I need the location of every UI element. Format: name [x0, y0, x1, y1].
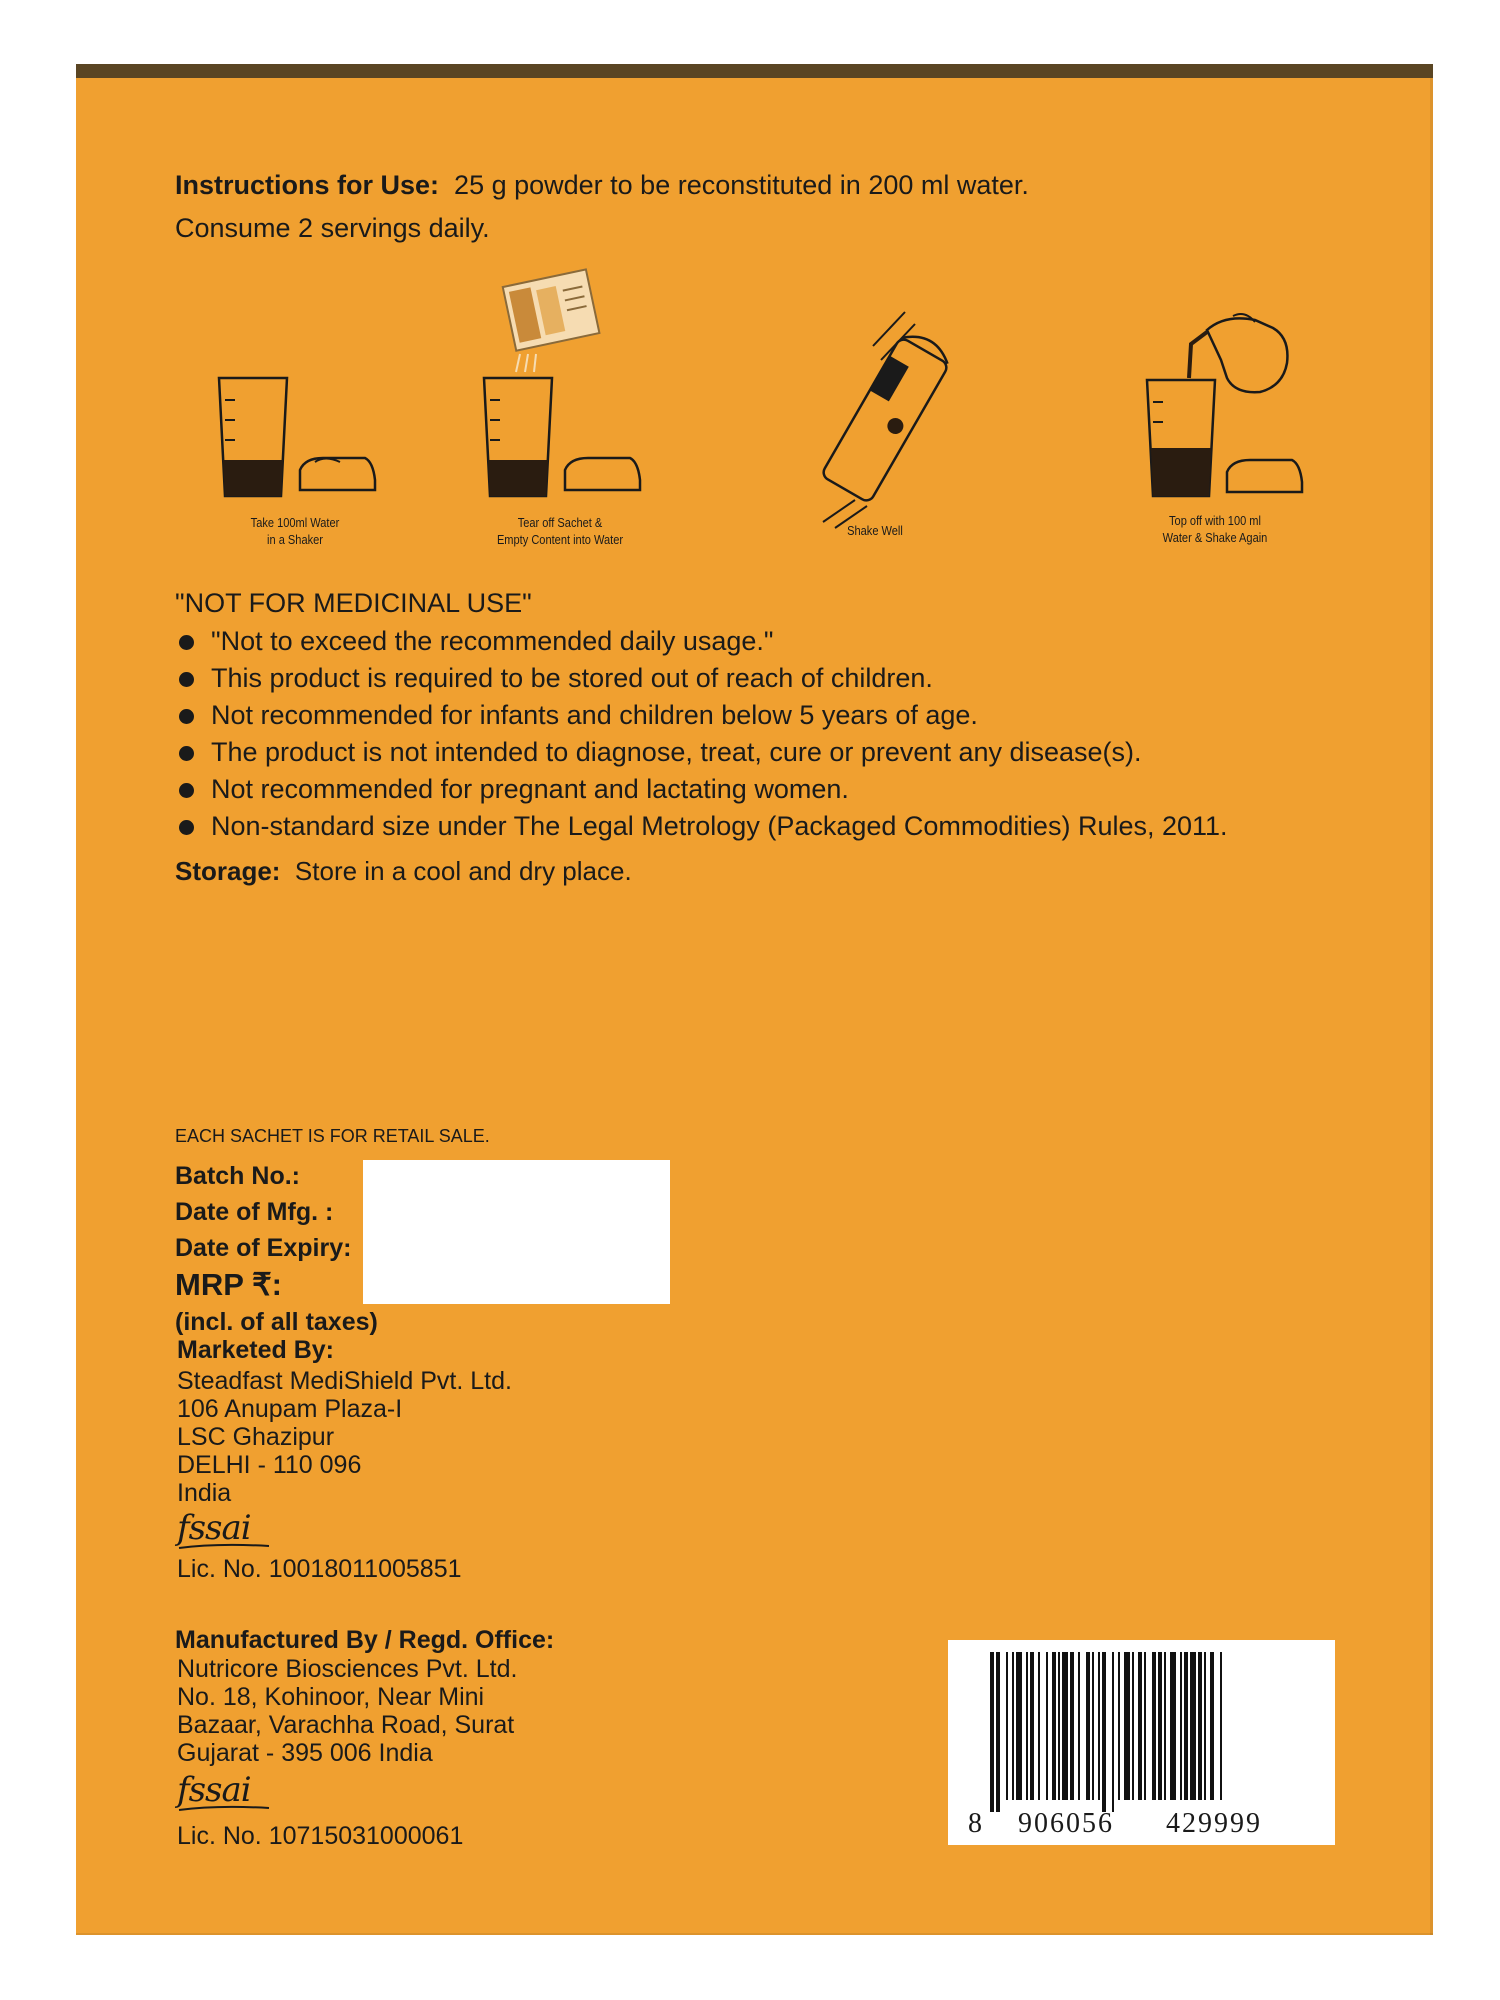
- taxes-note: (incl. of all taxes): [175, 1308, 378, 1336]
- address-line: DELHI - 110 096: [177, 1451, 362, 1479]
- barcode-bar: [1164, 1652, 1166, 1800]
- instructions-line-2: Consume 2 servings daily.: [175, 213, 490, 243]
- storage-line: [175, 856, 632, 887]
- barcode-bar: [1098, 1652, 1100, 1800]
- address-line: Steadfast MediShield Pvt. Ltd.: [177, 1367, 512, 1395]
- barcode-left-digits: 906056: [1018, 1808, 1114, 1839]
- sachet-pour-icon: [470, 268, 650, 500]
- warning-item: Non-standard size under The Legal Metrology (Packaged Commodities) Rules, 2011.: [175, 808, 1228, 845]
- step-2-caption-line-2: Empty Content into Water: [496, 532, 624, 547]
- address-line: Bazaar, Varachha Road, Surat: [177, 1711, 515, 1739]
- mrp-label: MRP ₹:: [175, 1267, 282, 1302]
- fssai-logo: fssai: [177, 1508, 271, 1552]
- barcode-bar: [1038, 1652, 1040, 1800]
- step-2-caption-line-1: Tear off Sachet &: [517, 515, 603, 530]
- manufacturer-heading: Manufactured By / Regd. Office:: [175, 1626, 555, 1654]
- step-1: [180, 370, 410, 548]
- storage-label: Storage:: [175, 856, 281, 886]
- step-1-caption-line-1: Take 100ml Water: [250, 515, 340, 530]
- pour-water-jug-icon: [1115, 308, 1315, 500]
- barcode-bar: [1112, 1652, 1114, 1812]
- barcode-bar: [996, 1652, 1000, 1812]
- barcode-bar: [1190, 1652, 1196, 1800]
- barcode-bar: [1124, 1652, 1130, 1800]
- warning-item: Not recommended for pregnant and lactating women.: [175, 771, 1228, 808]
- barcode-bar: [1012, 1652, 1014, 1800]
- bullet-icon: [179, 746, 194, 761]
- address-line: Nutricore Biosciences Pvt. Ltd.: [177, 1655, 518, 1683]
- barcode-bar: [1138, 1652, 1142, 1800]
- batch-label: Batch No.:: [175, 1162, 300, 1190]
- address-line: India: [177, 1479, 232, 1507]
- barcode-bar: [1210, 1652, 1214, 1800]
- storage-text: Store in a cool and dry place.: [294, 856, 632, 886]
- barcode-bar: [1152, 1652, 1156, 1800]
- barcode-bar: [1046, 1652, 1048, 1800]
- mfg-date-label: Date of Mfg. :: [175, 1198, 334, 1226]
- bullet-icon: [179, 672, 194, 687]
- barcode-bar: [1170, 1652, 1176, 1800]
- address-line: 106 Anupam Plaza-I: [177, 1395, 403, 1423]
- barcode-bar: [1092, 1652, 1094, 1800]
- barcode-bar: [1144, 1652, 1146, 1800]
- barcode-bar: [990, 1652, 994, 1812]
- barcode: [948, 1640, 1335, 1845]
- barcode-first-digit: 8: [968, 1808, 984, 1839]
- barcode-bar: [1102, 1652, 1106, 1812]
- barcode-bar: [1118, 1652, 1120, 1800]
- barcode-bar: [1180, 1652, 1182, 1800]
- barcode-bar: [1184, 1652, 1188, 1800]
- barcode-bar: [1070, 1652, 1074, 1800]
- barcode-bar: [1086, 1652, 1090, 1800]
- barcode-bar: [1016, 1652, 1022, 1800]
- bullet-icon: [179, 635, 194, 650]
- shaker-with-water-icon: [205, 370, 385, 500]
- step-4-caption-line-1: Top off with 100 ml: [1169, 513, 1261, 528]
- marketer-license: Lic. No. 10018011005851: [177, 1555, 462, 1583]
- bullet-icon: [179, 820, 194, 835]
- barcode-bar: [1062, 1652, 1068, 1800]
- manufacturer-license: Lic. No. 10715031000061: [177, 1822, 464, 1850]
- expiry-date-label: Date of Expiry:: [175, 1234, 352, 1262]
- step-4: [1100, 308, 1330, 546]
- barcode-bar: [1030, 1652, 1034, 1800]
- address-line: LSC Ghazipur: [177, 1423, 335, 1451]
- barcode-bar: [1026, 1652, 1028, 1800]
- bullet-icon: [179, 709, 194, 724]
- retail-note: EACH SACHET IS FOR RETAIL SALE.: [175, 1126, 490, 1146]
- step-1-caption-line-2: in a Shaker: [267, 532, 323, 547]
- instructions-line-1: [175, 170, 1029, 201]
- instructions-label: Instructions for Use:: [175, 170, 440, 200]
- warning-title: "NOT FOR MEDICINAL USE": [175, 588, 532, 618]
- barcode-bar: [1132, 1652, 1134, 1800]
- warning-item: "Not to exceed the recommended daily usage.": [175, 623, 1228, 660]
- address-line: No. 18, Kohinoor, Near Mini: [177, 1683, 485, 1711]
- bullet-icon: [179, 783, 194, 798]
- barcode-bar: [1198, 1652, 1202, 1800]
- step-3-caption-line-1: Shake Well: [847, 523, 903, 538]
- shake-shaker-icon: [795, 300, 955, 530]
- fssai-logo: fssai: [177, 1770, 271, 1814]
- barcode-bar: [1052, 1652, 1056, 1800]
- warning-list: [175, 623, 1228, 845]
- print-area-box: [363, 1160, 670, 1304]
- step-4-caption-line-2: Water & Shake Again: [1162, 530, 1268, 545]
- step-3: [760, 300, 990, 539]
- barcode-bar: [1078, 1652, 1080, 1800]
- barcode-bar: [1158, 1652, 1162, 1800]
- barcode-right-digits: 429999: [1166, 1808, 1262, 1839]
- manufacturer-address: [177, 1655, 517, 1767]
- warning-item: The product is not intended to diagnose, treat, cure or prevent any disease(s).: [175, 734, 1228, 771]
- address-line: Gujarat - 395 006 India: [177, 1739, 433, 1767]
- warning-item: Not recommended for infants and children below 5 years of age.: [175, 697, 1228, 734]
- marketer-heading: Marketed By:: [177, 1336, 334, 1364]
- barcode-bars-icon: [948, 1652, 1335, 1812]
- barcode-bar: [1058, 1652, 1060, 1800]
- warning-item: This product is required to be stored out of reach of children.: [175, 660, 1228, 697]
- barcode-bar: [1220, 1652, 1222, 1800]
- step-2: [445, 268, 675, 548]
- marketer-address: [177, 1367, 512, 1507]
- instructions-text: 25 g powder to be reconstituted in 200 ml water.: [454, 170, 1029, 200]
- barcode-bar: [1006, 1652, 1008, 1800]
- barcode-bar: [1204, 1652, 1206, 1800]
